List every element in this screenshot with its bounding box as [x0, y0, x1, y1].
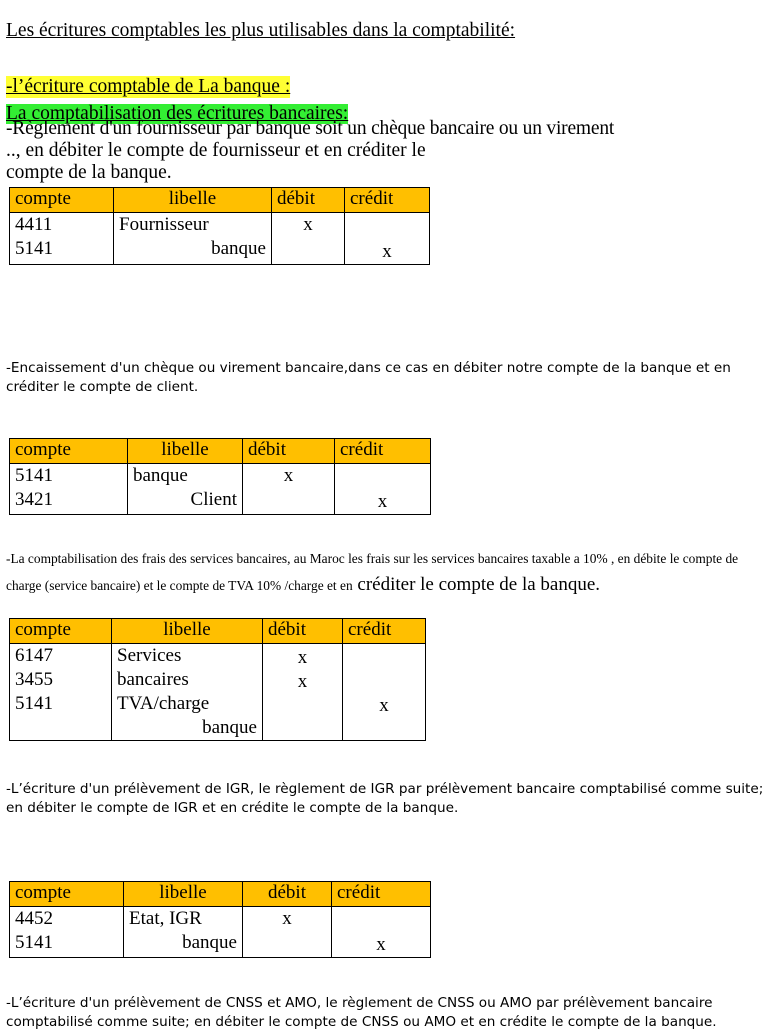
header-compte: compte — [10, 882, 124, 907]
debit-mark — [248, 931, 326, 955]
cell-libelles — [128, 464, 243, 515]
journal-table-client — [9, 438, 431, 515]
paragraph-large-text: créditer le compte de la banque. — [352, 574, 601, 595]
libelle-value: banque — [211, 238, 266, 259]
header-libelle: libelle — [128, 439, 243, 464]
credit-mark: x — [376, 934, 386, 955]
cell-credits — [343, 644, 426, 741]
cell-credits — [332, 907, 431, 958]
libelle-value: Etat, IGR — [129, 908, 202, 929]
debit-mark — [248, 488, 329, 512]
debit-mark: x — [283, 465, 294, 486]
paragraph-line: -Règlement d'un fournisseur par banque soit un chèque bancaire ou un virement — [6, 118, 615, 139]
debit-mark — [277, 237, 339, 261]
compte-value: 5141 — [15, 932, 53, 953]
paragraph-cnss-amo: -L’écriture d'un prélèvement de CNSS et AMO, le règlement de CNSS ou AMO par prélèvement bancaire comptabilisé comme suite; en débiter le compte de CNSS ou AMO et en crédite le compte de la banque. — [6, 995, 717, 1030]
header-libelle: libelle — [112, 619, 263, 644]
cell-comptes — [10, 907, 124, 958]
cell-debits — [272, 213, 345, 265]
header-libelle: libelle — [124, 882, 243, 907]
header-debit: débit — [243, 882, 332, 907]
libelle-value: banque — [133, 465, 188, 486]
debit-mark: x — [297, 671, 308, 692]
header-debit: débit — [272, 188, 345, 213]
header-credit: crédit — [343, 619, 426, 644]
credit-mark — [340, 464, 425, 488]
compte-value: 4411 — [15, 214, 53, 235]
cell-libelles — [124, 907, 243, 958]
header-libelle: libelle — [114, 188, 272, 213]
credit-mark: x — [382, 241, 392, 262]
credit-mark — [337, 907, 425, 931]
journal-table-frais — [9, 618, 426, 741]
header-compte: compte — [10, 439, 128, 464]
compte-value: 5141 — [15, 693, 53, 714]
cell-debits — [243, 464, 335, 515]
cell-credits — [345, 213, 430, 265]
document-title: Les écritures comptables les plus utilisables dans la comptabilité: — [6, 20, 516, 41]
paragraph-line: compte de la banque. — [6, 162, 172, 183]
paragraph-igr: -L’écriture d'un prélèvement de IGR, le règlement de IGR par prélèvement bancaire comptabilisé comme suite; en débiter le compte de IGR et en crédite le compte de la banque. — [6, 781, 764, 816]
header-credit: crédit — [345, 188, 430, 213]
credit-mark: x — [377, 491, 388, 512]
libelle-value: banque — [202, 717, 257, 738]
cell-debits — [243, 907, 332, 958]
compte-value: 5141 — [15, 238, 53, 259]
paragraph-encaissement: -Encaissement d'un chèque ou virement bancaire,dans ce cas en débiter notre compte de la banque et en créditer le compte de client. — [6, 360, 731, 395]
paragraph-fournisseur — [6, 118, 746, 184]
libelle-value: Services — [117, 645, 182, 666]
header-credit: crédit — [335, 439, 431, 464]
libelle-value: TVA/charge — [117, 693, 210, 714]
libelle-value: banque — [182, 932, 237, 953]
cell-libelles — [114, 213, 272, 265]
credit-mark — [350, 213, 424, 237]
header-compte: compte — [10, 619, 112, 644]
compte-value: 4452 — [15, 908, 53, 929]
cell-comptes — [10, 464, 128, 515]
credit-mark — [348, 668, 420, 692]
debit-mark: x — [303, 214, 313, 235]
cell-libelles — [112, 644, 263, 741]
cell-credits — [335, 464, 431, 515]
libelle-value: bancaires — [117, 669, 189, 690]
journal-table-fournisseur — [9, 187, 430, 265]
debit-mark — [268, 694, 337, 718]
header-debit: débit — [243, 439, 335, 464]
journal-table-igr — [9, 881, 431, 958]
paragraph-frais-bancaires — [6, 546, 762, 599]
compte-value: 3421 — [15, 489, 53, 510]
credit-mark — [348, 644, 420, 668]
header-credit: crédit — [332, 882, 431, 907]
compte-value: 3455 — [15, 669, 53, 690]
header-compte: compte — [10, 188, 114, 213]
section-heading-highlighted-green: La comptabilisation des écritures bancaires: — [6, 103, 349, 124]
cell-debits — [263, 644, 343, 741]
debit-mark: x — [297, 647, 308, 668]
libelle-value: Fournisseur — [119, 214, 209, 235]
section-heading-highlighted-yellow: -l’écriture comptable de La banque : — [6, 76, 291, 97]
cell-comptes — [10, 644, 112, 741]
debit-mark: x — [282, 908, 292, 929]
paragraph-small-text: -La comptabilisation des frais des services bancaires, au Maroc les frais sur les services bancaires taxable a 10% , en débite le compte de charge (service bancaire) et le compte de TVA 10% /charge et en — [6, 551, 739, 593]
credit-mark: x — [379, 695, 389, 716]
paragraph-line: .., en débiter le compte de fournisseur et en créditer le — [6, 140, 426, 161]
compte-value: 6147 — [15, 645, 53, 666]
cell-comptes — [10, 213, 114, 265]
libelle-value: Client — [190, 489, 237, 510]
header-debit: débit — [263, 619, 343, 644]
compte-value: 5141 — [15, 465, 53, 486]
